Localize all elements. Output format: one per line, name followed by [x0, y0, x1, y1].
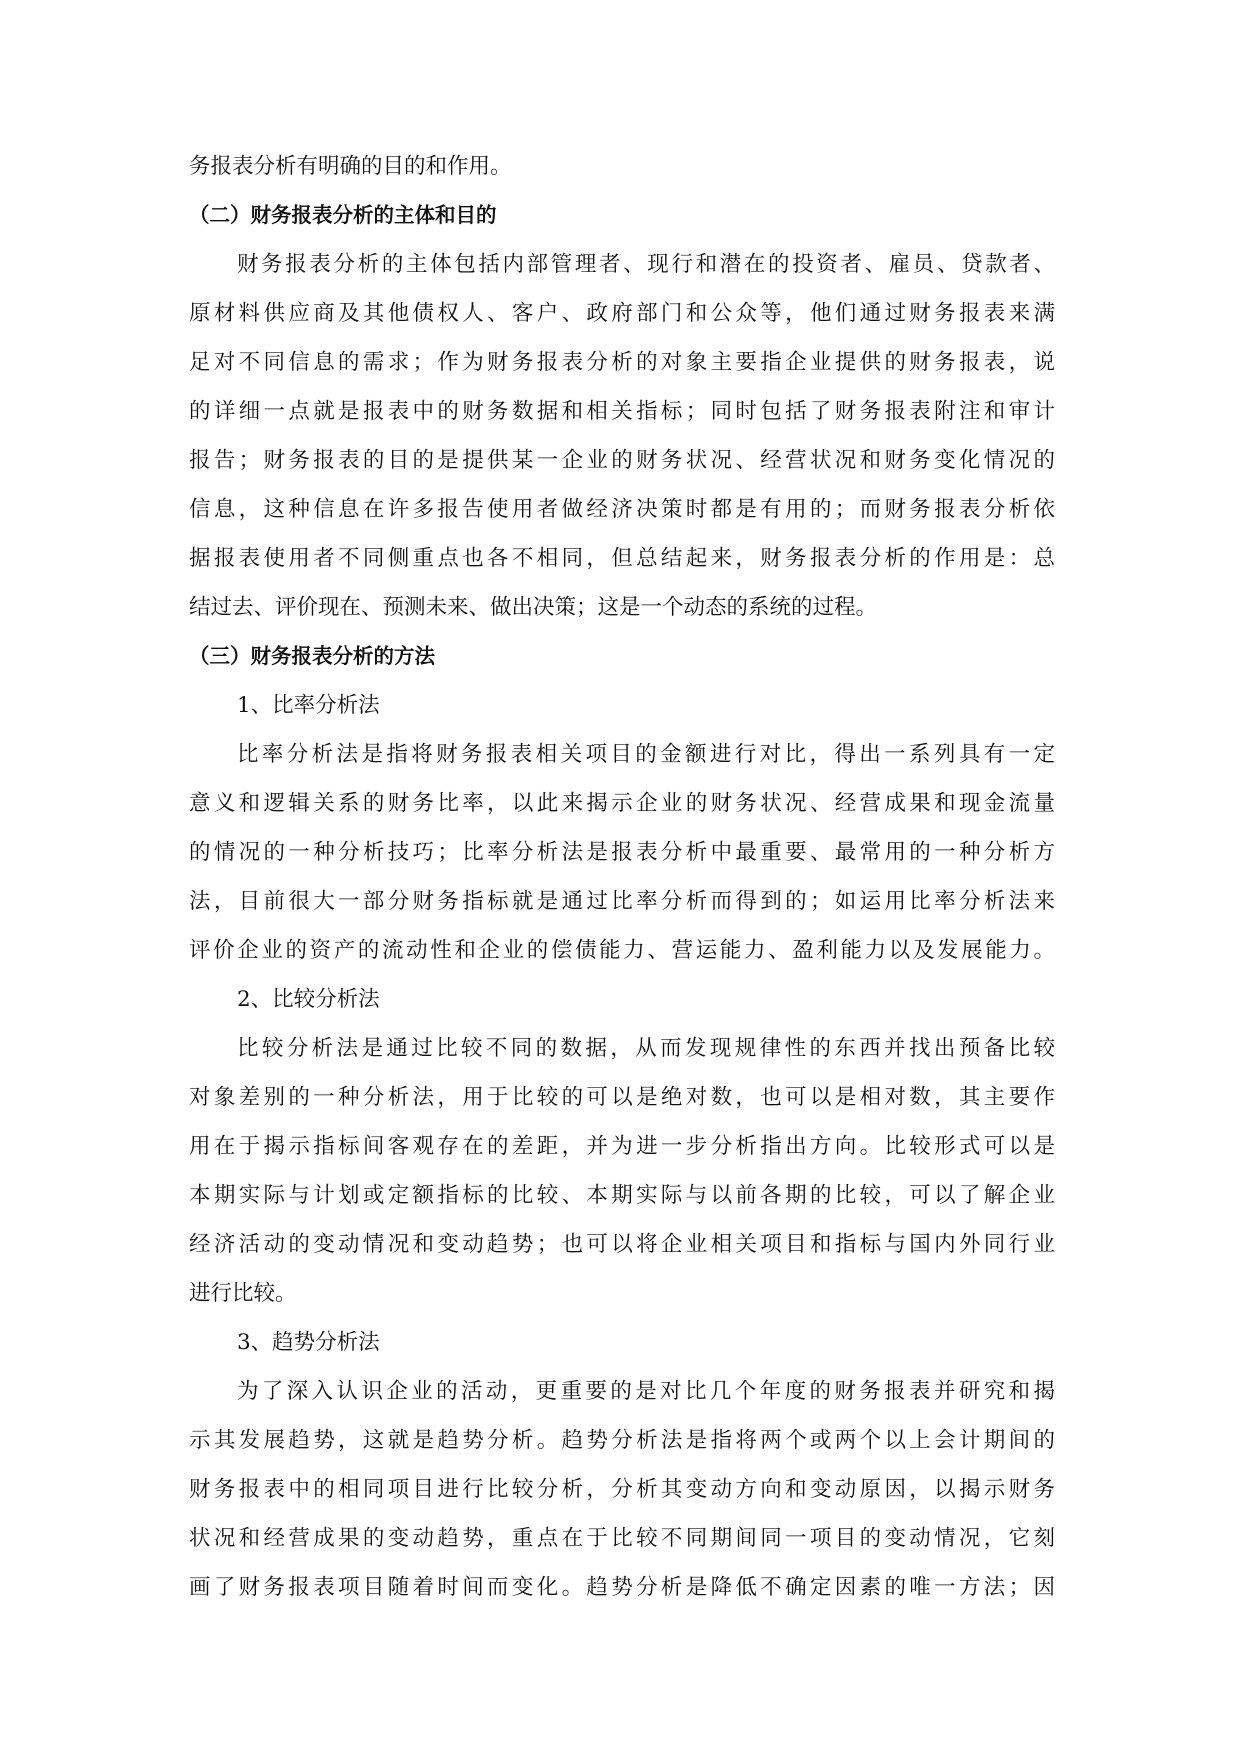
section-heading: （三）财务报表分析的方法	[189, 644, 435, 668]
paragraph-line: 本期实际与计划或定额指标的比较、本期实际与以前各期的比较，可以了解企业	[189, 1183, 1055, 1208]
paragraph-line: 意义和逻辑关系的财务比率，以此来揭示企业的财务状况、经营成果和现金流量	[189, 791, 1055, 816]
paragraph-line: 的详细一点就是报表中的财务数据和相关指标；同时包括了财务报表附注和审计	[189, 399, 1055, 424]
paragraph-line: 据报表使用者不同侧重点也各不相同，但总结起来，财务报表分析的作用是：总	[189, 546, 1055, 571]
paragraph-line: 3、趋势分析法	[237, 1330, 380, 1355]
paragraph-line: 进行比较。	[189, 1281, 297, 1306]
paragraph-line: 法，目前很大一部分财务指标就是通过比率分析而得到的；如运用比率分析法来	[189, 889, 1055, 914]
paragraph-line: 财务报表中的相同项目进行比较分析，分析其变动方向和变动原因，以揭示财务	[189, 1477, 1055, 1502]
paragraph-line: 用在于揭示指标间客观存在的差距，并为进一步分析指出方向。比较形式可以是	[189, 1134, 1055, 1159]
paragraph-line: 务报表分析有明确的目的和作用。	[189, 154, 512, 179]
paragraph-line: 信息，这种信息在许多报告使用者做经济决策时都是有用的；而财务报表分析依	[189, 497, 1055, 522]
document-body	[189, 142, 1055, 1612]
paragraph-line: 示其发展趋势，这就是趋势分析。趋势分析法是指将两个或两个以上会计期间的	[189, 1428, 1055, 1453]
section-heading: （二）财务报表分析的主体和目的	[189, 203, 497, 227]
paragraph-line: 结过去、评价现在、预测未来、做出决策；这是一个动态的系统的过程。	[189, 595, 878, 620]
paragraph-line: 2、比较分析法	[237, 987, 380, 1012]
paragraph-line: 评价企业的资产的流动性和企业的偿债能力、营运能力、盈利能力以及发展能力。	[189, 938, 1055, 963]
paragraph-line: 经济活动的变动情况和变动趋势；也可以将企业相关项目和指标与国内外同行业	[189, 1232, 1055, 1257]
paragraph-line: 报告；财务报表的目的是提供某一企业的财务状况、经营状况和财务变化情况的	[189, 448, 1055, 473]
paragraph-line: 1、比率分析法	[237, 693, 380, 718]
paragraph-line: 的情况的一种分析技巧；比率分析法是报表分析中最重要、最常用的一种分析方	[189, 840, 1055, 865]
paragraph-line: 原材料供应商及其他债权人、客户、政府部门和公众等，他们通过财务报表来满	[189, 301, 1055, 326]
paragraph-line: 比较分析法是通过比较不同的数据，从而发现规律性的东西并找出预备比较	[237, 1036, 1055, 1061]
paragraph-line: 对象差别的一种分析法，用于比较的可以是绝对数，也可以是相对数，其主要作	[189, 1085, 1055, 1110]
paragraph-line: 财务报表分析的主体包括内部管理者、现行和潜在的投资者、雇员、贷款者、	[237, 252, 1055, 277]
paragraph-line: 状况和经营成果的变动趋势，重点在于比较不同期间同一项目的变动情况，它刻	[189, 1526, 1055, 1551]
paragraph-line: 比率分析法是指将财务报表相关项目的金额进行对比，得出一系列具有一定	[237, 742, 1055, 767]
paragraph-line: 为了深入认识企业的活动，更重要的是对比几个年度的财务报表并研究和揭	[237, 1379, 1055, 1404]
paragraph-line: 画了财务报表项目随着时间而变化。趋势分析是降低不确定因素的唯一方法；因	[189, 1575, 1055, 1600]
paragraph-line: 足对不同信息的需求；作为财务报表分析的对象主要指企业提供的财务报表，说	[189, 350, 1055, 375]
